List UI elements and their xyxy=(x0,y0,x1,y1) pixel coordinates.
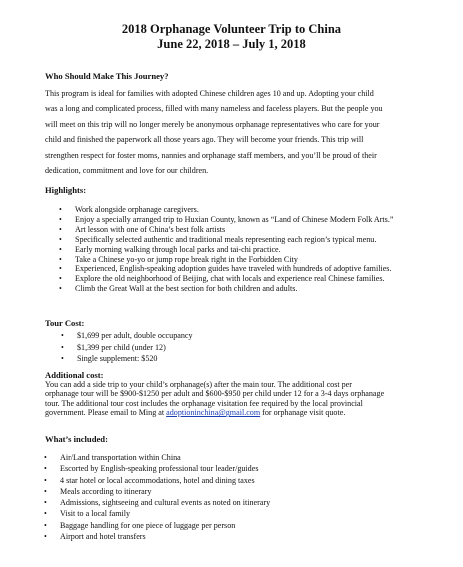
list-item: • Single supplement: $520 xyxy=(77,353,193,365)
additional-text: for orphanage visit quote. xyxy=(260,408,346,418)
list-item: • Airport and hotel transfers xyxy=(60,531,270,542)
additional-text: government. Please email to Ming at xyxy=(45,408,167,418)
who-line: strengthen respect for foster moms, nannies and orphanage staff members, and you’ll be proud of their xyxy=(45,150,377,160)
additional-line: tour. The additional tour cost includes the orphanage visitation fee required by the local provincial xyxy=(45,398,363,408)
trip-dates: June 22, 2018 – July 1, 2018 xyxy=(157,37,306,51)
list-item: • Meals according to itinerary xyxy=(60,486,270,497)
list-item: • Explore the old neighborhood of Beijing, chat with locals and experience real Chinese families. xyxy=(75,274,393,284)
list-item: • 4 star hotel or local accommodations, hotel and dining taxes xyxy=(60,475,270,486)
who-paragraph xyxy=(45,86,440,178)
highlights-heading: Highlights: xyxy=(45,185,87,195)
list-item: • Early morning walking through local parks and tai-chi practice. xyxy=(75,245,393,255)
included-list xyxy=(60,452,270,542)
list-item: • Specifically selected authentic and traditional meals representing each region’s typical menu. xyxy=(75,235,393,245)
additional-line: orphanage tour will be $900-$1250 per adult and $600-$950 per child under 12 for a 3-4 days orphanage xyxy=(45,389,385,399)
who-line: child and finished the paperwork all those years ago. They will become your friends. This trip will xyxy=(45,135,364,145)
list-item: • Take a Chinese yo-yo or jump rope break right in the Forbidden City xyxy=(75,255,393,265)
included-heading: What’s included: xyxy=(45,434,108,444)
who-line: dedication, commitment and love for our children. xyxy=(45,166,209,176)
highlights-list xyxy=(75,205,393,294)
tour-cost-heading: Tour Cost: xyxy=(45,318,85,328)
additional-cost-paragraph xyxy=(45,380,440,418)
who-line: will meet on this trip will no longer merely be anonymous orphanage representatives who care for your xyxy=(45,119,380,129)
who-line: This program is ideal for families with adopted Chinese children ages 10 and up. Adopting your child xyxy=(45,89,374,98)
who-line: was a long and complicated process, filled with many nameless and faceless players. But the people you xyxy=(45,104,383,114)
document-title: 2018 Orphanage Volunteer Trip to China xyxy=(121,22,342,36)
additional-cost-heading: Additional cost: xyxy=(45,370,104,380)
who-heading: Who Should Make This Journey? xyxy=(45,71,169,81)
list-item: • Work alongside orphanage caregivers. xyxy=(75,205,393,215)
additional-line: You can add a side trip to your child’s orphanage(s) after the main tour. The additional cost per xyxy=(45,380,352,389)
list-item: • Admissions, sightseeing and cultural events as noted on itinerary xyxy=(60,497,270,508)
list-item: • $1,699 per adult, double occupancy xyxy=(77,330,193,342)
list-item: • Air/Land transportation within China xyxy=(60,452,270,463)
list-item: • $1,399 per child (under 12) xyxy=(77,342,193,354)
list-item: • Baggage handling for one piece of luggage per person xyxy=(60,520,270,531)
list-item: • Visit to a local family xyxy=(60,508,270,519)
additional-line xyxy=(45,408,440,417)
email-link[interactable]: adoptioninchina@gmail.com xyxy=(166,408,261,418)
list-item: • Climb the Great Wall at the best section for both children and adults. xyxy=(75,284,393,294)
tour-cost-list xyxy=(77,330,193,365)
list-item: • Escorted by English-speaking professional tour leader/guides xyxy=(60,463,270,474)
list-item: • Experienced, English-speaking adoption guides have traveled with hundreds of adoptive families. xyxy=(75,264,393,274)
list-item: • Art lesson with one of China’s best folk artists xyxy=(75,225,393,235)
list-item: • Enjoy a specially arranged trip to Huxian County, known as “Land of Chinese Modern Folk Arts.” xyxy=(75,215,393,225)
